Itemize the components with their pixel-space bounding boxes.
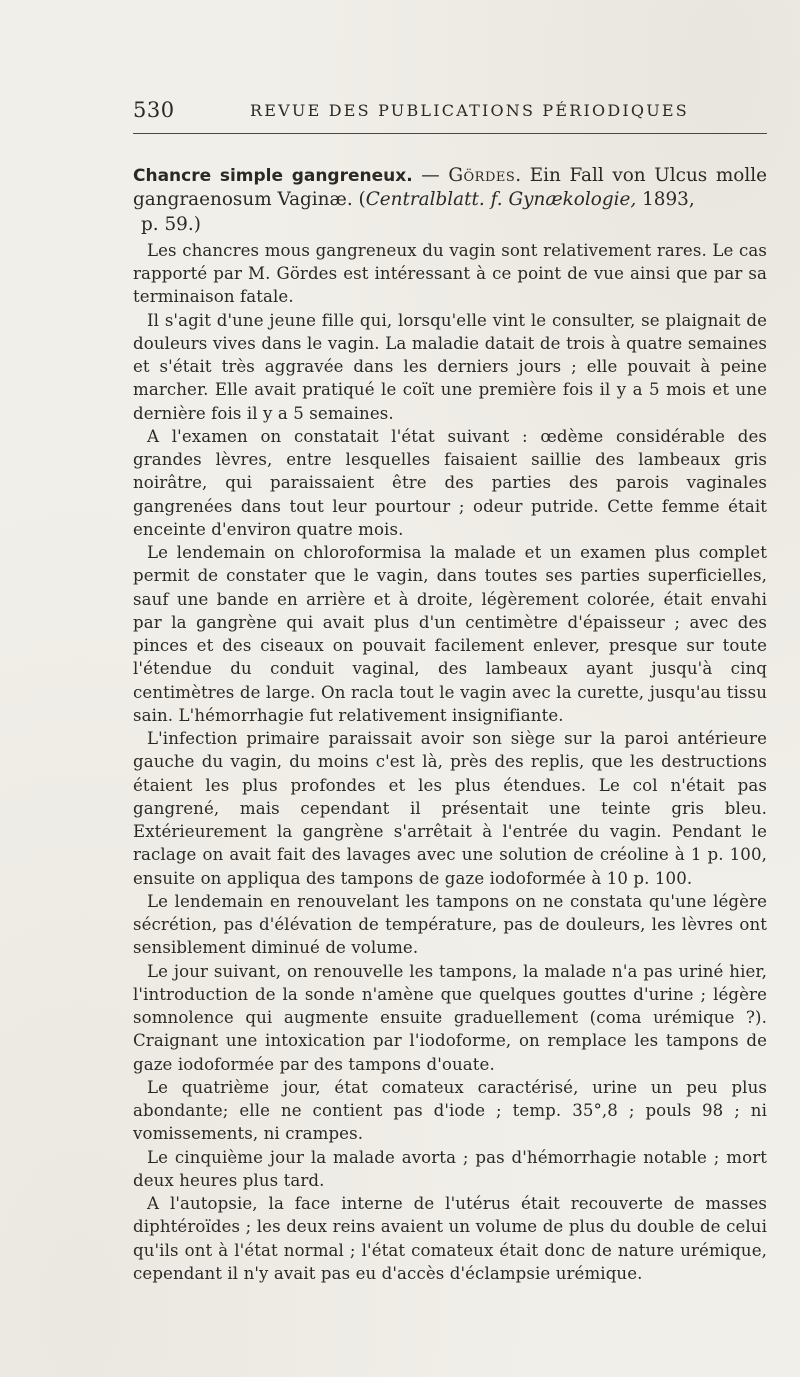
entry-heading bbox=[133, 164, 767, 237]
article-title: Chancre simple gangreneux. bbox=[133, 166, 413, 186]
article-author: Gördes bbox=[448, 165, 516, 186]
title-dash: — bbox=[412, 165, 449, 186]
paragraph-1: Les chancres mous gangreneux du vagin sont relativement rares. Le cas rapporté par M. Gördes est intéressant à ce point de vue ainsi que par sa terminaison fatale. bbox=[133, 240, 767, 307]
paragraph-6: Le lendemain en renouvelant les tampons on ne constata qu'une légère sécrétion, pas d'élévation de température, pas de douleurs, les lèvres ont sensiblement diminué de volume. bbox=[133, 891, 767, 958]
header-rule bbox=[133, 133, 767, 134]
citation-page: p. 59.) bbox=[141, 213, 201, 235]
citation-text: . Ein Fall von Ulcus molle gangraenosum Vaginæ. ( bbox=[133, 165, 767, 211]
running-head bbox=[133, 98, 767, 126]
paragraph-5: L'infection primaire paraissait avoir son siège sur la paroi antérieure gauche du vagin, du moins c'est là, près des replis, que les destructions étaient les plus profondes et les plus étendues. Le col n'était pas gangrené, mais cependant il présentait une teinte gris bleu. Extérieurement la gangrène s'arrêtait à l'entrée du vagin. Pendant le raclage on avait fait des lavages avec une solution de créoline à 1 p. 100, ensuite on appliqua des tampons de gaze iodoformée à 10 p. 100. bbox=[133, 729, 767, 888]
citation-journal: Centralblatt. f. Gynækologie, bbox=[365, 189, 637, 211]
paragraph-3: A l'examen on constatait l'état suivant : œdème considérable des grandes lèvres, entre lesquelles faisaient saillie des lambeaux gris noirâtre, qui paraissaient être des parties des parois vaginales gangrenées dans tout leur pourtour ; odeur putride. Cette femme était enceinte d'environ quatre mois. bbox=[133, 426, 767, 539]
paragraph-8: Le quatrième jour, état comateux caractérisé, urine un peu plus abondante; elle ne contient pas d'iode ; temp. 35°,8 ; pouls 98 ; ni vomissements, ni crampes. bbox=[133, 1077, 767, 1144]
article-body bbox=[133, 164, 767, 1285]
paragraph-10: A l'autopsie, la face interne de l'utérus était recouverte de masses diphtéroïdes ; les deux reins avaient un volume de plus du double de celui qu'ils ont à l'état normal ; l'état comateux était donc de nature urémique, cependant il n'y avait pas eu d'accès d'éclampsie urémique. bbox=[133, 1194, 767, 1283]
paragraph-7: Le jour suivant, on renouvelle les tampons, la malade n'a pas uriné hier, l'introduction de la sonde n'amène que quelques gouttes d'urine ; légère somnolence qui augmente ensuite graduellement (coma urémique ?). Craignant une intoxication par l'iodoforme, on remplace les tampons de gaze iodoformée par des tampons d'ouate. bbox=[133, 961, 767, 1074]
paragraph-9: Le cinquième jour la malade avorta ; pas d'hémorrhagie notable ; mort deux heures plus tard. bbox=[133, 1147, 767, 1190]
paragraph-4: Le lendemain on chloroformisa la malade et un examen plus complet permit de constater que le vagin, dans toutes ses parties superficielles, sauf une bande en arrière et à droite, légèrement colorée, était envahi par la gangrène qui avait plus d'un centimètre d'épaisseur ; avec des pinces et des ciseaux on pouvait facilement enlever, presque sur toute l'étendue du conduit vaginal, des lambeaux ayant jusqu'à cinq centimètres de large. On racla tout le vagin avec la curette, jusqu'au tissu sain. L'hémorrhagie fut relativement insignifiante. bbox=[133, 543, 767, 725]
citation-year: 1893, bbox=[636, 189, 695, 211]
page-number: 530 bbox=[133, 98, 175, 122]
paragraph-2: Il s'agit d'une jeune fille qui, lorsqu'elle vint le consulter, se plaignait de douleurs vives dans le vagin. La maladie datait de trois à quatre semaines et s'était très aggravée dans les derniers jours ; elle pouvait à peine marcher. Elle avait pratiqué le coït une première fois il y a 5 mois et une dernière fois il y a 5 semaines. bbox=[133, 310, 767, 423]
journal-title: REVUE DES PUBLICATIONS PÉRIODIQUES bbox=[250, 101, 689, 120]
